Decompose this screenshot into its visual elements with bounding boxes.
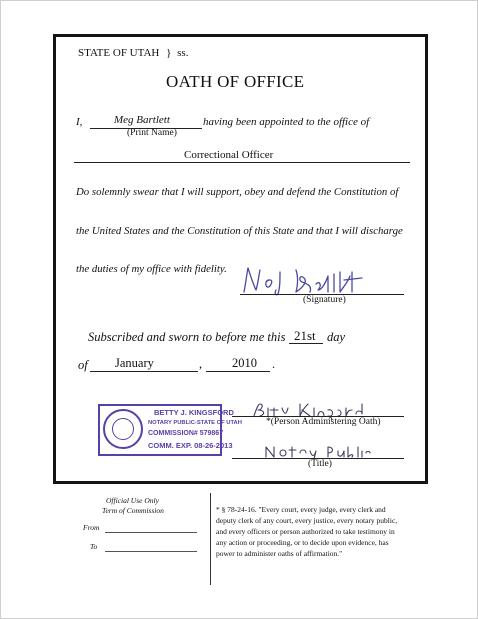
signature-handwriting <box>238 262 368 298</box>
subscribed-text: Subscribed and sworn to before me this <box>88 330 286 344</box>
oath-line-3: the duties of my office with fidelity. <box>76 263 227 275</box>
state-label: STATE OF UTAH <box>78 47 160 59</box>
stamp-line2: NOTARY PUBLIC-STATE OF UTAH <box>148 420 242 426</box>
page-title: OATH OF OFFICE <box>166 72 305 91</box>
oath-line-1: Do solemnly swear that I will support, obey and defend the Constitution of <box>76 186 399 198</box>
stamp-commission: COMMISSION# 579867 <box>148 430 224 437</box>
oath-line-2: the United States and the Constitution of this State and that I will discharge <box>76 225 403 237</box>
office-underline <box>74 162 410 163</box>
month-underline <box>90 371 198 372</box>
year-value: 2010 <box>232 356 257 370</box>
notary-seal-icon <box>103 409 143 449</box>
title-caption: (Title) <box>308 459 332 469</box>
administering-caption: *(Person Administering Oath) <box>266 417 381 427</box>
statute-line-2: deputy clerk of any court, every justice, every notary public, <box>216 516 398 525</box>
of-word: of <box>78 358 88 372</box>
footer-divider <box>210 493 211 585</box>
day-underline <box>289 343 323 344</box>
from-field <box>105 532 197 533</box>
state-line <box>78 47 188 59</box>
state-brace: } <box>166 47 172 59</box>
month-value: January <box>115 356 154 370</box>
appointment-suffix: having been appointed to the office of <box>203 116 370 128</box>
name-value: Meg Bartlett <box>114 114 170 126</box>
notary-stamp <box>98 404 242 456</box>
state-ss: ss. <box>177 47 189 59</box>
signature-caption: (Signature) <box>303 295 346 305</box>
official-use-label: Official Use Only <box>106 496 159 505</box>
appointment-prefix: I, <box>76 116 83 128</box>
day-word: day <box>327 330 346 344</box>
stamp-name: BETTY J. KINGSFORD <box>154 408 234 417</box>
to-label: To <box>90 542 98 551</box>
stamp-expiry: COMM. EXP. 08-26-2013 <box>148 441 233 450</box>
statute-line-5: power to administer oaths of affirmation." <box>216 549 343 558</box>
term-label: Term of Commission <box>102 506 164 515</box>
name-caption: (Print Name) <box>127 128 177 138</box>
day-value: 21st <box>294 328 316 343</box>
period: . <box>272 357 276 371</box>
year-underline <box>206 371 270 372</box>
comma: , <box>199 357 203 371</box>
statute-line-1: * § 78-24-16. "Every court, every judge, every clerk and <box>216 505 386 514</box>
to-field <box>105 551 197 552</box>
seal-center-icon <box>112 418 134 440</box>
statute-line-4: any action or proceeding, or to decide upon evidence, has <box>216 538 389 547</box>
office-value: Correctional Officer <box>184 149 274 161</box>
from-label: From <box>83 523 100 532</box>
statute-line-3: and every officers or person authorized to take testimony in <box>216 527 395 536</box>
